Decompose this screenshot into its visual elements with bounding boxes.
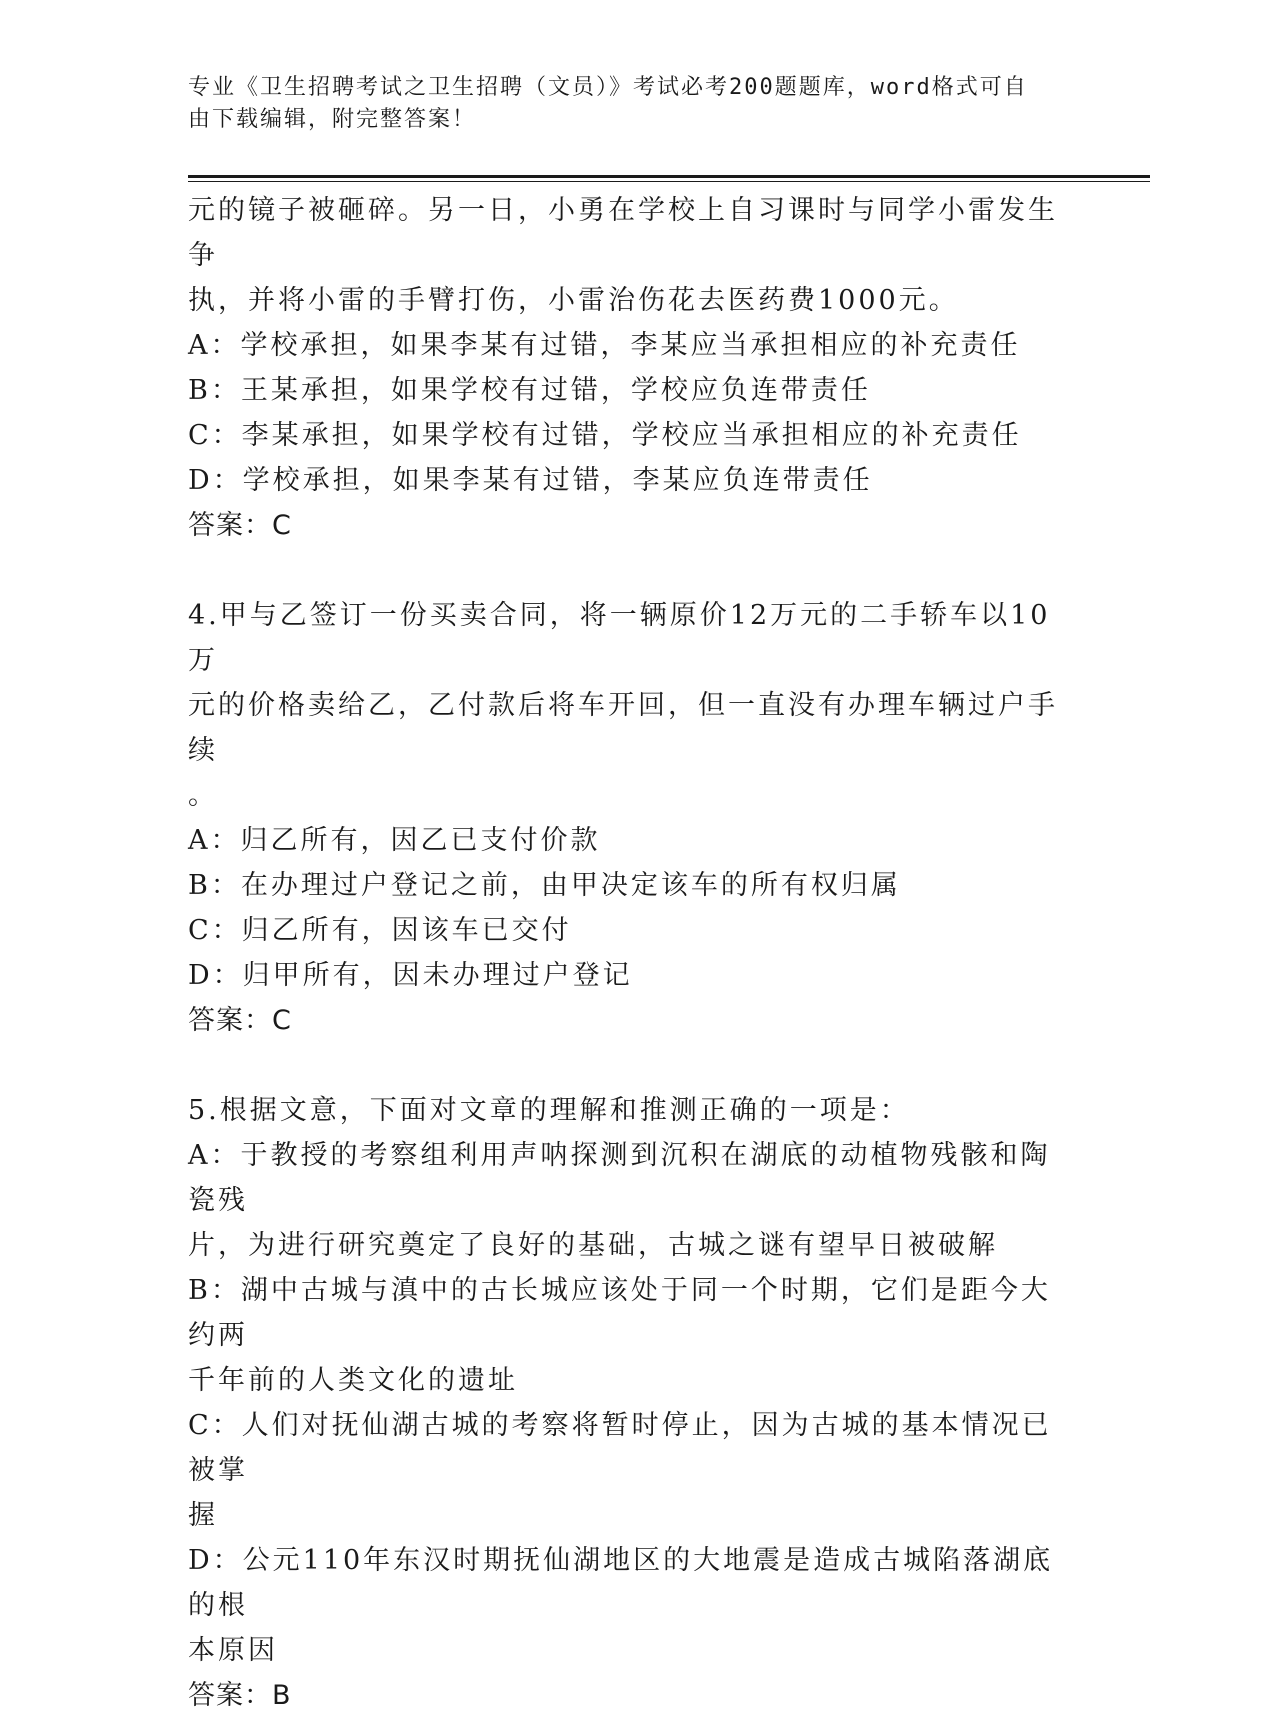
- question-stem-continued: 执，并将小雷的手臂打伤，小雷治伤花去医药费1000元。: [188, 285, 959, 316]
- spacer: [188, 548, 1068, 593]
- question-stem: 4.甲与乙签订一份买卖合同，将一辆原价12万元的二手轿车以10万: [188, 600, 1051, 676]
- question-5: [188, 1088, 1068, 1718]
- option-b: B：湖中古城与滇中的古长城应该处于同一个时期，它们是距今大约两: [188, 1275, 1051, 1351]
- question-4: [188, 593, 1068, 1043]
- spacer: [188, 1043, 1068, 1088]
- question-stem: 元的价格卖给乙，乙付款后将车开回，但一直没有办理车辆过户手续: [188, 690, 1058, 766]
- option-b: B：王某承担，如果学校有过错，学校应负连带责任: [188, 375, 871, 406]
- question-stem: 。: [188, 780, 218, 811]
- option-b-continued: 千年前的人类文化的遗址: [188, 1365, 518, 1396]
- answer-line: 答案：C: [188, 510, 292, 541]
- header-rule-thick: [188, 175, 1150, 178]
- option-c: C：李某承担，如果学校有过错，学校应当承担相应的补充责任: [188, 420, 1022, 451]
- option-c: C：归乙所有，因该车已交付: [188, 915, 572, 946]
- option-a-continued: 片，为进行研究奠定了良好的基础，古城之谜有望早日被破解: [188, 1230, 998, 1261]
- question-stem-continued: 元的镜子被砸碎。另一日，小勇在学校上自习课时与同学小雷发生争: [188, 195, 1058, 271]
- document-body: [188, 188, 1068, 1718]
- option-b: B：在办理过户登记之前，由甲决定该车的所有权归属: [188, 870, 901, 901]
- option-a: A：归乙所有，因乙已支付价款: [188, 825, 601, 856]
- question-stem: 5.根据文意，下面对文章的理解和推测正确的一项是：: [188, 1095, 910, 1126]
- question-3: [188, 188, 1068, 548]
- option-d-continued: 本原因: [188, 1635, 278, 1666]
- option-d: D：公元110年东汉时期抚仙湖地区的大地震是造成古城陷落湖底的根: [188, 1545, 1054, 1621]
- option-c-continued: 握: [188, 1500, 218, 1531]
- page-header: [188, 72, 1068, 136]
- option-d: D：归甲所有，因未办理过户登记: [188, 960, 633, 991]
- header-rule-thin: [188, 181, 1150, 182]
- answer-line: 答案：B: [188, 1680, 292, 1711]
- header-line-2: 由下载编辑，附完整答案！: [188, 107, 477, 132]
- header-line-1: 专业《卫生招聘考试之卫生招聘（文员）》考试必考200题题库，word格式可自: [188, 75, 1028, 100]
- option-c: C：人们对抚仙湖古城的考察将暂时停止，因为古城的基本情况已被掌: [188, 1410, 1052, 1486]
- option-a: A：于教授的考察组利用声呐探测到沉积在湖底的动植物残骸和陶瓷残: [188, 1140, 1051, 1216]
- answer-line: 答案：C: [188, 1005, 292, 1036]
- option-a: A：学校承担，如果李某有过错，李某应当承担相应的补充责任: [188, 330, 1021, 361]
- option-d: D：学校承担，如果李某有过错，李某应负连带责任: [188, 465, 873, 496]
